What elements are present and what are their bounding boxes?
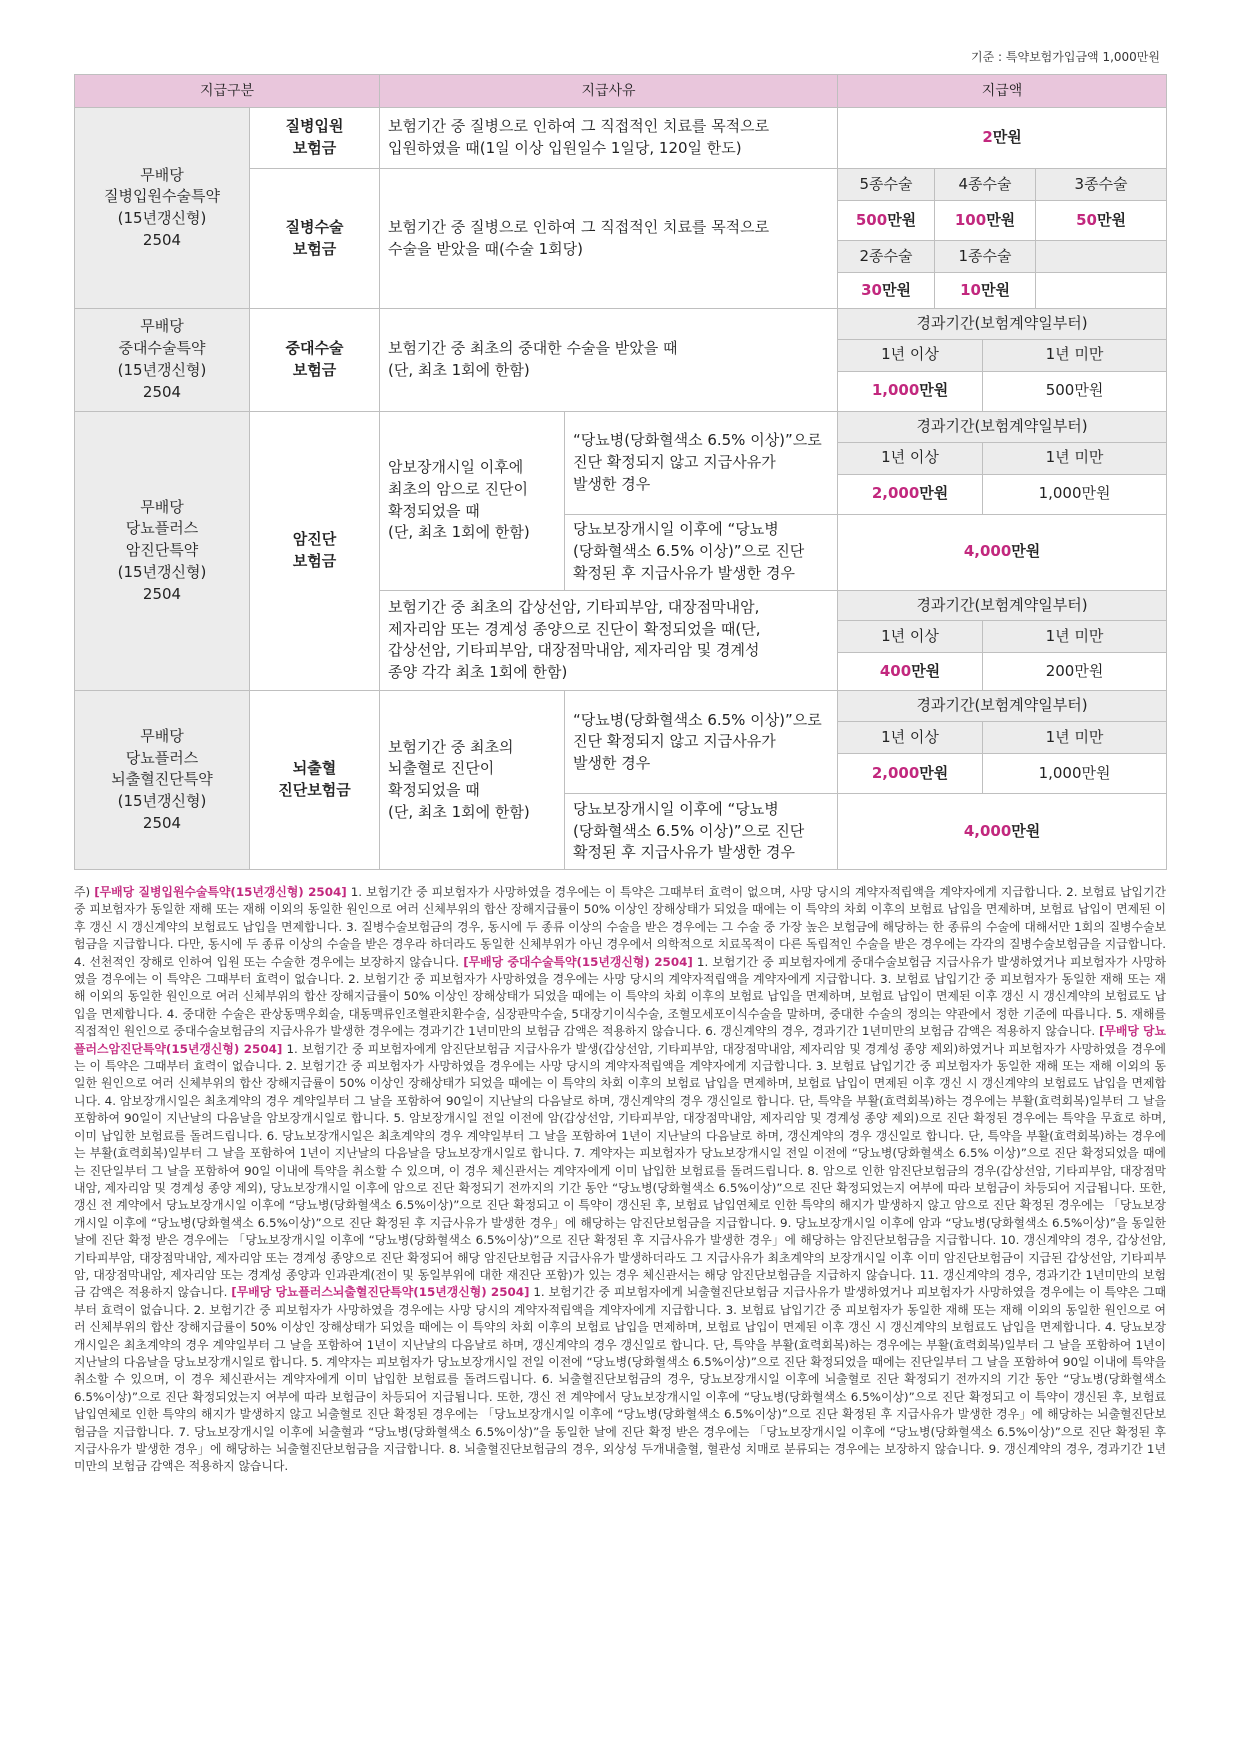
table-row — [75, 309, 1167, 340]
rider-name-brain: 무배당 당뇨플러스 뇌출혈진단특약 (15년갱신형) 2504 — [75, 691, 250, 870]
surgery-amount-2: 30만원 — [838, 273, 935, 309]
note-title-brain: [무배당 당뇨플러스뇌출혈진단특약(15년갱신형) 2504] — [231, 1285, 530, 1300]
empty-cell — [1036, 241, 1167, 273]
reason-inpatient: 보험기간 중 질병으로 인하여 그 직접적인 치료를 목적으로 입원하였을 때(1일 이상 입원일수 1일당, 120일 한도) — [380, 108, 838, 169]
amount-under: 1,000만원 — [983, 754, 1167, 794]
reason-major: 보험기간 중 최초의 중대한 수술을 받았을 때 (단, 최초 1회에 한함) — [380, 309, 838, 412]
surgery-amount-4: 100만원 — [935, 201, 1036, 241]
reason-cancer-case2: 당뇨보장개시일 이후에 “당뇨병 (당화혈색소 6.5% 이상)”으로 진단 확정된 후 지급사유가 발생한 경우 — [565, 514, 838, 590]
header-category: 지급구분 — [75, 75, 380, 108]
table-header — [75, 75, 1167, 108]
reason-brain-case2: 당뇨보장개시일 이후에 “당뇨병 (당화혈색소 6.5% 이상)”으로 진단 확정된 후 지급사유가 발생한 경우 — [565, 794, 838, 870]
elapsed-header: 경과기간(보험계약일부터) — [838, 691, 1167, 722]
surgery-amount-1: 10만원 — [935, 273, 1036, 309]
surgery-class-4: 4종수술 — [935, 169, 1036, 201]
rider-name-cancer: 무배당 당뇨플러스 암진단특약 (15년갱신형) 2504 — [75, 411, 250, 691]
amount-over: 400만원 — [838, 653, 983, 691]
period-over: 1년 이상 — [838, 621, 983, 653]
benefit-table — [74, 74, 1167, 870]
amount-inpatient: 2만원 — [838, 108, 1167, 169]
amount-under: 500만원 — [983, 371, 1167, 411]
benefit-surgery: 질병수술 보험금 — [250, 169, 380, 309]
note-title-hospital: [무배당 질병입원수술특약(15년갱신형) 2504] — [94, 885, 347, 899]
amount-case2: 4,000만원 — [838, 794, 1167, 870]
period-under: 1년 미만 — [983, 722, 1167, 754]
note-title-cancer: [무배당 당뇨플러스암진단특약(15년갱신형) 2504] — [74, 1024, 1166, 1056]
elapsed-header: 경과기간(보험계약일부터) — [838, 411, 1167, 442]
reason-brain-main: 보험기간 중 최초의 뇌출혈로 진단이 확정되었을 때 (단, 최초 1회에 한함) — [380, 691, 565, 870]
footnotes: 주) [무배당 질병입원수술특약(15년갱신형) 2504] 1. 보험기간 중 피보험자가 사망하였을 경우에는 이 특약은 그때부터 효력이 없으며, 사망 당시의 계약자적립액을 계약자에게 지급합니다. 2. 보험료 납입기간 중 피보험자가 동일한 재해 또는 재해 이외의 동일한 원인으로 여러 신체부위의 합산 장해지급률이 50% 이상인 장해상태가 되었을 때에는 이 특약의 차회 이후의 보험료 납입을 면제하며, 보험료 납입이 면제된 이후 갱신 시 갱신계약의 보험료도 납입을 면제합니다. 3. 질병수술보험금의 경우, 동시에 두 종류 이상의 수술을 받은 경우에는 그 수술 중 가장 높은 보험금에 해당하는 한 종류의 수술에 대해서만 1회의 질병수술보험금을 지급합니다. 다만, 동시에 두 종류 이상의 수술을 받은 경우라 하더라도 동일한 신체부위가 아닌 경우에서 의학적으로 치료목적이 다른 독립적인 수술을 받은 경우에는 각각의 질병수술보험금을 지급합니다. 4. 선천적인 장해로 인하여 입원 또는 수술한 경우에는 보장하지 않습니다. [무배당 중대수술특약(15년갱신형) 2504] 1. 보험기간 중 피보험자에게 중대수술보험금 지급사유가 발생하였거나 피보험자가 사망하였을 경우에는 이 특약은 그때부터 효력이 없습니다. 2. 보험기간 중 피보험자가 사망하였을 경우에는 사망 당시의 계약자적립액을 계약자에게 지급합니다. 3. 보험료 납입기간 중 피보험자가 동일한 재해 또는 재해 이외의 동일한 원인으로 여러 신체부위의 합산 장해지급률이 50% 이상인 장해상태가 되었을 때에는 이 특약의 차회 이후의 보험료 납입을 면제하며, 보험료 납입이 면제된 이후 갱신 시 갱신계약의 보험료도 납입을 면제합니다. 4. 중대한 수술은 관상동맥우회술, 대동맥류인조혈관치환수술, 심장판막수술, 5대장기이식수술, 조혈모세포이식수술을 말하며, 중대한 수술의 정의는 약관에서 정한 기준에 따릅니다. 5. 재해를 직접적인 원인으로 중대수술보험금의 지급사유가 발생한 경우에는 경과기간 1년미만의 보험금 감액은 적용하지 않습니다. 6. 갱신계약의 경우, 경과기간 1년미만의 보험금 감액은 적용하지 않습니다. [무배당 당뇨플러스암진단특약(15년갱신형) 2504] 1. 보험기간 중 피보험자에게 암진단보험금 지급사유가 발생(갑상선암, 기타피부암, 대장점막내암, 제자리암 및 경계성 종양 제외)하였거나 피보험자가 사망하였을 경우에는 이 특약은 그때부터 효력이 없습니다. 2. 보험기간 중 피보험자가 사망하였을 경우에는 사망 당시의 계약자적립액을 계약자에게 지급합니다. 3. 보험료 납입기간 중 피보험자가 동일한 재해 또는 재해 이외의 동일한 원인으로 여러 신체부위의 합산 장해지급률이 50% 이상인 장해상태가 되었을 때에는 이 특약의 차회 이후의 보험료 납입을 면제하며, 보험료 납입이 면제된 이후 갱신 시 갱신계약의 보험료도 납입을 면제합니다. 4. 암보장개시일은 최초계약의 경우 계약일부터 그 날을 포함하여 90일이 지난날의 다음날로 하며, 갱신계약의 경우 갱신일로 합니다. 단, 특약을 부활(효력회복)하는 경우에는 부활(효력회복)일부터 그 날을 포함하여 90일이 지난날의 다음날을 암보장개시일로 합니다. 5. 암보장개시일 전일 이전에 암(갑상선암, 기타피부암, 대장점막내암, 제자리암 및 경계성 종양 제외)으로 진단 확정된 경우에는 특약을 무효로 하며, 이미 납입한 보험료를 돌려드립니다. 6. 당뇨보장개시일은 최초계약의 경우 계약일부터 그 날을 포함하여 1년이 지난날의 다음날로 하며, 갱신계약의 경우 갱신일로 합니다. 단, 특약을 부활(효력회복)하는 경우에는 부활(효력회복)일부터 그 날을 포함하여 1년이 지난날의 다음날을 당뇨보장개시일로 합니다. 7. 계약자는 피보험자가 당뇨보장개시일 전일 이전에 “당뇨병(당화혈색소 6.5% 이상)”으로 진단 확정되었을 때에는 진단일부터 그 날을 포함하여 90일 이내에 특약을 취소할 수 있으며, 이 경우 체신관서는 계약자에게 이미 납입한 보험료를 돌려드립니다. 8. 암으로 인한 암진단보험금의 경우(갑상선암, 기타피부암, 대장점막내암, 제자리암 및 경계성 종양 제외), 당뇨보장개시일 이후에 암으로 진단 확정되기 전까지의 기간 동안 “당뇨병(당화혈색소 6.5%이상)”으로 진단 확정되었는지 여부에 따라 보험금이 차등되어 지급됩니다. 또한, 갱신 전 계약에서 당뇨보장개시일 이후에 “당뇨병(당화혈색소 6.5%이상)”으로 진단 확정되고 이 특약이 갱신된 후, 보험료 납입연체로 인한 특약의 해지가 발생하지 않고 암으로 진단 확정된 경우에는 「당뇨보장개시일 이후에 “당뇨병(당화혈색소 6.5%이상)”으로 진단 확정된 후 지급사유가 발생한 경우」에 해당하는 암진단보험금을 지급합니다. 9. 당뇨보장개시일 이후에 암과 “당뇨병(당화혈색소 6.5%이상)”을 동일한 날에 진단 확정 받은 경우에는 「당뇨보장개시일 이후에 “당뇨병(당화혈색소 6.5%이상)”으로 진단 확정된 후 지급사유가 발생한 경우」에 해당하는 암진단보험금을 지급합니다. 10. 갱신계약의 경우, 갑상선암, 기타피부암, 대장점막내암, 제자리암 또는 경계성 종양으로 진단 확정되어 해당 암진단보험금 지급사유가 발생하더라도 그 지급사유가 최초계약의 보장개시일 이후 이미 암진단보험금이 지급된 갑상선암, 기타피부암, 대장점막내암, 제자리암 또는 경계성 종양과 인과관계(전이 및 동일부위에 대한 재진단 포함)가 있는 경우 체신관서는 해당 암진단보험금을 지급하지 않습니다. 11. 갱신계약의 경우, 경과기간 1년미만의 보험금 감액은 적용하지 않습니다. [무배당 당뇨플러스뇌출혈진단특약(15년갱신형) 2504] 1. 보험기간 중 피보험자에게 뇌출혈진단보험금 지급사유가 발생하였거나 피보험자가 사망하였을 경우에는 이 특약은 그때부터 효력이 없습니다. 2. 보험기간 중 피보험자가 사망하였을 경우에는 사망 당시의 계약자적립액을 계약자에게 지급합니다. 3. 보험료 납입기간 중 피보험자가 동일한 재해 또는 재해 이외의 동일한 원인으로 여러 신체부위의 합산 장해지급률이 50% 이상인 장해상태가 되었을 때에는 이 특약의 차회 이후의 보험료 납입을 면제하며, 보험료 납입이 면제된 이후 갱신 시 갱신계약의 보험료도 납입을 면제합니다. 4. 당뇨보장개시일은 최초계약의 경우 계약일부터 그 날을 포함하여 1년이 지난날의 다음날로 하며, 갱신계약의 경우 갱신일로 합니다. 단, 특약을 부활(효력회복)하는 경우에는 부활(효력회복)일부터 그 날을 포함하여 1년이 지난날의 다음날을 당뇨보장개시일로 합니다. 5. 계약자는 피보험자가 당뇨보장개시일 전일 이전에 “당뇨병(당화혈색소 6.5%이상)”으로 진단 확정되었을 때에는 진단일부터 그 날을 포함하여 90일 이내에 특약을 취소할 수 있으며, 이 경우 체신관서는 계약자에게 이미 납입한 보험료를 돌려드립니다. 6. 뇌출혈진단보험금의 경우, 당뇨보장개시일 이후에 뇌출혈로 진단 확정되기 전까지의 기간 동안 “당뇨병(당화혈색소 6.5%이상)”으로 진단 확정되었는지 여부에 따라 보험금이 차등되어 지급됩니다. 또한, 갱신 전 계약에서 당뇨보장개시일 이후에 “당뇨병(당화혈색소 6.5%이상)”으로 진단 확정되고 이 특약이 갱신된 후, 보험료 납입연체로 인한 특약의 해지가 발생하지 않고 뇌출혈로 진단 확정된 경우에는 「당뇨보장개시일 이후에 “당뇨병(당화혈색소 6.5%이상)”으로 진단 확정된 후 지급사유가 발생한 경우」에 해당하는 뇌출혈진단보험금을 지급합니다. 7. 당뇨보장개시일 이후에 뇌출혈과 “당뇨병(당화혈색소 6.5%이상)”을 동일한 날에 진단 확정 받은 경우에는 「당뇨보장개시일 이후에 “당뇨병(당화혈색소 6.5%이상)”으로 진단 확정된 후 지급사유가 발생한 경우」에 해당하는 뇌출혈진단보험금을 지급합니다. 8. 뇌출혈진단보험금의 경우, 외상성 두개내출혈, 혈관성 치매로 분류되는 경우에는 보장하지 않습니다. 9. 갱신계약의 경우, 경과기간 1년미만의 보험금 감액은 적용하지 않습니다. — [74, 885, 1167, 1474]
benefit-brain: 뇌출혈 진단보험금 — [250, 691, 380, 870]
rider-name-major: 무배당 중대수술특약 (15년갱신형) 2504 — [75, 309, 250, 412]
benefit-cancer: 암진단 보험금 — [250, 411, 380, 691]
amount-under: 1,000만원 — [983, 474, 1167, 514]
benefit-inpatient: 질병입원 보험금 — [250, 108, 380, 169]
period-over: 1년 이상 — [838, 442, 983, 474]
header-reason: 지급사유 — [380, 75, 838, 108]
basis-note: 기준 : 특약보험가입금액 1,000만원 — [971, 50, 1160, 64]
amount-under: 200만원 — [983, 653, 1167, 691]
note-title-major: [무배당 중대수술특약(15년갱신형) 2504] — [463, 954, 693, 969]
rider-name-hospital: 무배당 질병입원수술특약 (15년갱신형) 2504 — [75, 108, 250, 309]
period-under: 1년 미만 — [983, 339, 1167, 371]
reason-cancer-case1: “당뇨병(당화혈색소 6.5% 이상)”으로 진단 확정되지 않고 지급사유가 발생한 경우 — [565, 411, 838, 514]
surgery-class-2: 2종수술 — [838, 241, 935, 273]
period-over: 1년 이상 — [838, 722, 983, 754]
empty-cell — [1036, 273, 1167, 309]
elapsed-header: 경과기간(보험계약일부터) — [838, 309, 1167, 340]
elapsed-header: 경과기간(보험계약일부터) — [838, 590, 1167, 621]
period-over: 1년 이상 — [838, 339, 983, 371]
header-amount: 지급액 — [838, 75, 1167, 108]
amount-over: 2,000만원 — [838, 474, 983, 514]
amount-over: 1,000만원 — [838, 371, 983, 411]
surgery-amount-5: 500만원 — [838, 201, 935, 241]
table-row — [75, 411, 1167, 442]
amount-over: 2,000만원 — [838, 754, 983, 794]
amount-case2: 4,000만원 — [838, 514, 1167, 590]
surgery-class-1: 1종수술 — [935, 241, 1036, 273]
reason-cancer-minor: 보험기간 중 최초의 갑상선암, 기타피부암, 대장점막내암, 제자리암 또는 경계성 종양으로 진단이 확정되었을 때(단, 갑상선암, 기타피부암, 대장점막내암, 제자리암 및 경계성 종양 각각 최초 1회에 한함) — [380, 590, 838, 691]
period-under: 1년 미만 — [983, 621, 1167, 653]
table-row — [75, 691, 1167, 722]
table-row — [75, 108, 1167, 169]
reason-surgery: 보험기간 중 질병으로 인하여 그 직접적인 치료를 목적으로 수술을 받았을 때(수술 1회당) — [380, 169, 838, 309]
reason-cancer-main: 암보장개시일 이후에 최초의 암으로 진단이 확정되었을 때 (단, 최초 1회에 한함) — [380, 411, 565, 590]
period-under: 1년 미만 — [983, 442, 1167, 474]
surgery-class-3: 3종수술 — [1036, 169, 1167, 201]
surgery-class-5: 5종수술 — [838, 169, 935, 201]
surgery-amount-3: 50만원 — [1036, 201, 1167, 241]
reason-brain-case1: “당뇨병(당화혈색소 6.5% 이상)”으로 진단 확정되지 않고 지급사유가 발생한 경우 — [565, 691, 838, 794]
benefit-major: 중대수술 보험금 — [250, 309, 380, 412]
